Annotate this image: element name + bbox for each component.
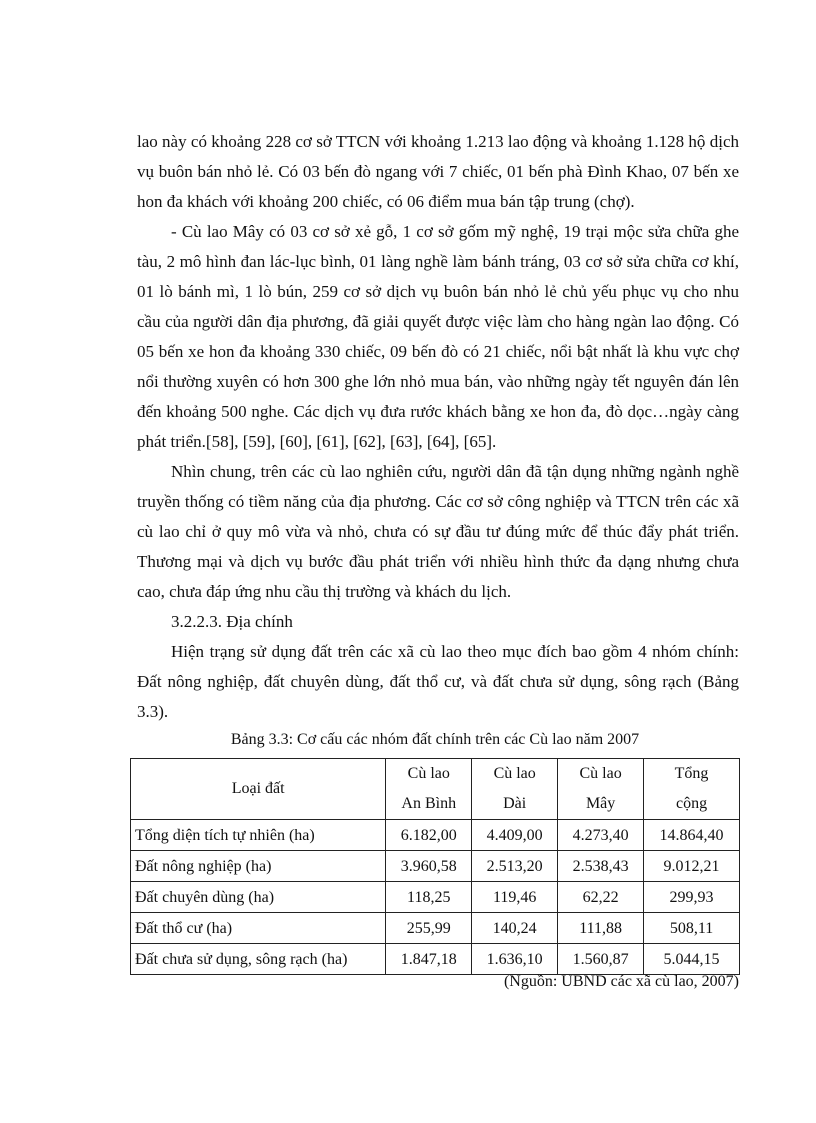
table-caption: Bảng 3.3: Cơ cấu các nhóm đất chính trên các Cù lao năm 2007	[230, 731, 640, 748]
row-label: Đất nông nghiệp (ha)	[131, 851, 386, 882]
cell-value: 6.182,00	[386, 820, 472, 851]
cell-value: 2.513,20	[472, 851, 558, 882]
cell-value: 299,93	[644, 882, 740, 913]
cell-value: 1.636,10	[472, 944, 558, 975]
cell-value: 62,22	[558, 882, 644, 913]
paragraph-land-use: Hiện trạng sử dụng đất trên các xã cù lao theo mục đích bao gồm 4 nhóm chính: Đất nông nghiệp, đất chuyên dùng, đất thổ cư, và đất chưa sử dụng, sông rạch (Bảng 3.3).	[137, 642, 739, 721]
paragraph-continuation: lao này có khoảng 228 cơ sở TTCN với khoảng 1.213 lao động và khoảng 1.128 hộ dịch vụ buôn bán nhỏ lẻ. Có 03 bến đò ngang với 7 chiếc, 01 bến phà Đình Khao, 07 bến xe hon đa khách với khoảng 200 chiếc, có 06 điểm mua bán tập trung (chợ).	[137, 132, 739, 211]
cell-value: 2.538,43	[558, 851, 644, 882]
table-row	[131, 820, 740, 851]
cell-value: 119,46	[472, 882, 558, 913]
cell-value: 9.012,21	[644, 851, 740, 882]
header-line: cộng	[675, 795, 708, 812]
cell-value: 4.273,40	[558, 820, 644, 851]
cell-value: 140,24	[472, 913, 558, 944]
header-line: An Bình	[401, 795, 457, 812]
table-header-row	[131, 759, 740, 820]
cell-value: 1.847,18	[386, 944, 472, 975]
header-dai	[472, 759, 558, 820]
row-label: Đất thổ cư (ha)	[131, 913, 386, 944]
paragraph-cu-lao-may: - Cù lao Mây có 03 cơ sở xẻ gỗ, 1 cơ sở gốm mỹ nghệ, 19 trại mộc sửa chữa ghe tàu, 2 mô hình đan lác-lục bình, 01 làng nghề làm bánh tráng, 03 cơ sở sửa chữa cơ khí, 01 lò bánh mì, 1 lò bún, 259 cơ sở dịch vụ buôn bán nhỏ lẻ chủ yếu phục vụ cho nhu cầu của người dân địa phương, đã giải quyết được việc làm cho hàng ngàn lao động. Có 05 bến xe hon đa khoảng 330 chiếc, 09 bến đò có 21 chiếc, nổi bật nhất là khu vực chợ nổi thường xuyên có hơn 300 ghe lớn nhỏ mua bán, vào những ngày tết nguyên đán lên đến khoảng 500 nghe. Các dịch vụ đưa rước khách bằng xe hon đa, đò dọc…ngày càng phát triển.[58], [59], [60], [61], [62], [63], [64], [65].	[137, 222, 739, 451]
cell-value: 111,88	[558, 913, 644, 944]
row-label: Đất chưa sử dụng, sông rạch (ha)	[131, 944, 386, 975]
paragraph-summary: Nhìn chung, trên các cù lao nghiên cứu, người dân đã tận dụng những ngành nghề truyền thống có tiềm năng của địa phương. Các cơ sở công nghiệp và TTCN trên các xã cù lao chỉ ở quy mô vừa và nhỏ, chưa có sự đầu tư đúng mức để thúc đẩy phát triển. Thương mại và dịch vụ bước đầu phát triển với nhiều hình thức đa dạng nhưng chưa cao, chưa đáp ứng nhu cầu thị trường và khách du lịch.	[137, 462, 739, 601]
header-land-type: Loại đất	[131, 759, 386, 820]
header-line: Cù lao	[579, 765, 622, 782]
header-may	[558, 759, 644, 820]
header-total	[644, 759, 740, 820]
row-label: Tổng diện tích tự nhiên (ha)	[131, 820, 386, 851]
table-source: (Nguồn: UBND các xã cù lao, 2007)	[503, 973, 739, 990]
cell-value: 14.864,40	[644, 820, 740, 851]
land-use-table	[130, 758, 740, 975]
table-row	[131, 882, 740, 913]
header-line: Mây	[585, 795, 616, 812]
header-an-binh	[386, 759, 472, 820]
header-line: Tổng	[674, 765, 709, 782]
cell-value: 1.560,87	[558, 944, 644, 975]
body-text	[137, 127, 739, 727]
cell-value: 255,99	[386, 913, 472, 944]
header-line: Cù lao	[407, 765, 450, 782]
table-row	[131, 913, 740, 944]
section-heading: 3.2.2.3. Địa chính	[171, 612, 293, 631]
header-line: Cù lao	[493, 765, 536, 782]
cell-value: 4.409,00	[472, 820, 558, 851]
cell-value: 118,25	[386, 882, 472, 913]
cell-value: 508,11	[644, 913, 740, 944]
table-row	[131, 851, 740, 882]
cell-value: 5.044,15	[644, 944, 740, 975]
cell-value: 3.960,58	[386, 851, 472, 882]
row-label: Đất chuyên dùng (ha)	[131, 882, 386, 913]
header-line: Dài	[503, 795, 527, 812]
